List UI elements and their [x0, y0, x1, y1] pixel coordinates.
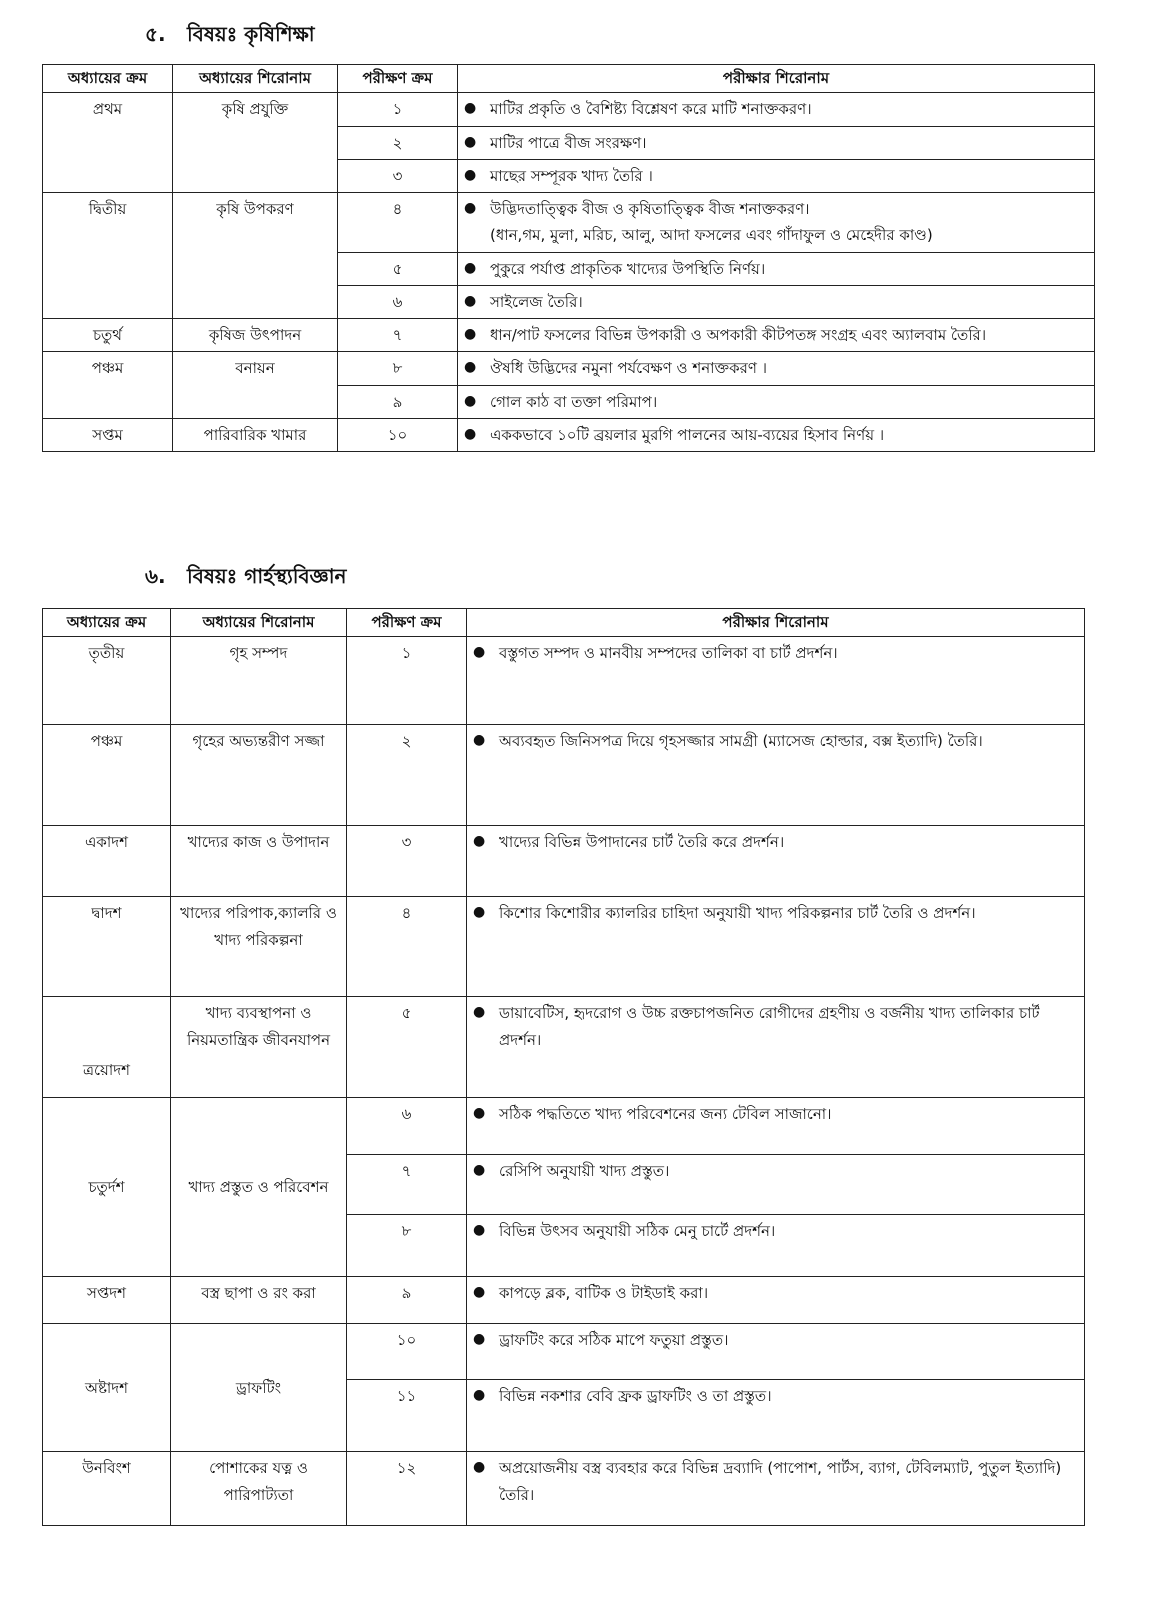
test-title: উদ্ভিদতাত্ত্বিক বীজ ও কৃষিতাত্ত্বিক বীজ শনাক্তকরণ।	[490, 200, 810, 218]
header-chapter-order: অধ্যায়ের ক্রম	[43, 609, 171, 637]
test-title-cell	[467, 1277, 1085, 1324]
chapter-order: সপ্তদশ	[43, 1277, 171, 1324]
table-row	[43, 637, 1085, 725]
test-title: পুকুরে পর্যাপ্ত প্রাকৃতিক খাদ্যের উপস্থিতি নির্ণয়।	[490, 259, 766, 278]
chapter-title: কৃষি প্রযুক্তি	[173, 93, 338, 193]
test-title-cell	[467, 1098, 1085, 1155]
chapter-order: পঞ্চম	[43, 352, 173, 419]
bullet-icon: ●	[473, 1222, 486, 1239]
test-number: ৪	[338, 193, 458, 253]
table-row	[43, 193, 1095, 253]
test-title-cell	[467, 826, 1085, 897]
chapter-title: খাদ্য ব্যবস্থাপনা ও নিয়মতান্ত্রিক জীবনযাপন	[171, 997, 347, 1098]
chapter-order: উনবিংশ	[43, 1452, 171, 1526]
chapter-order: ত্রয়োদশ	[43, 997, 171, 1098]
test-number: ৭	[347, 1155, 467, 1215]
table-header-row	[43, 65, 1095, 93]
test-title: ডায়াবেটিস, হৃদরোগ ও উচ্চ রক্তচাপজনিত রোগীদের গ্রহণীয় ও বর্জনীয় খাদ্য তালিকার চার্ট প্রদর্শন।	[499, 1004, 1040, 1049]
table-row	[43, 93, 1095, 126]
test-title: এককভাবে ১০টি ব্রয়লার মুরগি পালনের আয়-ব্যয়ের হিসাব নির্ণয় ।	[490, 425, 885, 444]
test-title: গোল কাঠ বা তক্তা পরিমাপ।	[490, 392, 658, 411]
chapter-order: দ্বাদশ	[43, 897, 171, 997]
chapter-order: অষ্টাদশ	[43, 1324, 171, 1452]
header-chapter-title: অধ্যায়ের শিরোনাম	[173, 65, 338, 93]
test-number: ৩	[338, 159, 458, 192]
table-row	[43, 1098, 1085, 1155]
bullet-icon: ●	[473, 1105, 486, 1122]
test-title: সাইলেজ তৈরি।	[490, 292, 583, 311]
test-number: ৫	[347, 997, 467, 1098]
test-title: মাটির পাত্রে বীজ সংরক্ষণ।	[490, 133, 647, 152]
header-test-title: পরীক্ষার শিরোনাম	[458, 65, 1095, 93]
test-number: ৯	[338, 385, 458, 418]
section2-number: ৬.	[145, 564, 166, 588]
test-number: ২	[347, 725, 467, 826]
test-title-cell	[458, 252, 1095, 285]
test-title-cell	[458, 385, 1095, 418]
header-test-order: পরীক্ষণ ক্রম	[338, 65, 458, 93]
table-row	[43, 352, 1095, 385]
table-row	[43, 997, 1085, 1098]
test-number: ৮	[338, 352, 458, 385]
section1-title: বিষয়ঃ কৃষিশিক্ষা	[187, 22, 315, 46]
test-title-cell	[467, 637, 1085, 725]
test-number: ১০	[347, 1324, 467, 1380]
test-title-cell	[467, 1452, 1085, 1526]
bullet-icon: ●	[473, 1331, 486, 1348]
test-number: ১	[347, 637, 467, 725]
bullet-icon: ●	[473, 1004, 486, 1021]
section2-title: বিষয়ঃ গার্হস্থ্যবিজ্ঞান	[187, 564, 347, 588]
test-title: কিশোর কিশোরীর ক্যালরির চাহিদা অনুযায়ী খাদ্য পরিকল্পনার চার্ট তৈরি ও প্রদর্শন।	[499, 904, 976, 923]
bullet-icon: ●	[473, 732, 486, 749]
test-title-cell	[467, 1215, 1085, 1277]
header-test-title: পরীক্ষার শিরোনাম	[467, 609, 1085, 637]
chapter-order: একাদশ	[43, 826, 171, 897]
bullet-icon: ●	[464, 200, 477, 216]
chapter-title: কৃষি উপকরণ	[173, 193, 338, 319]
test-title-cell	[467, 1324, 1085, 1380]
test-title: ড্রাফটিং করে সঠিক মাপে ফতুয়া প্রস্তুত।	[499, 1331, 729, 1350]
test-title-cell	[467, 1155, 1085, 1215]
header-chapter-title: অধ্যায়ের শিরোনাম	[171, 609, 347, 637]
test-title-cell	[467, 897, 1085, 997]
table-row	[43, 1452, 1085, 1526]
test-title-cell	[458, 93, 1095, 126]
chapter-title: খাদ্য প্রস্তুত ও পরিবেশন	[171, 1098, 347, 1277]
test-number: ৮	[347, 1215, 467, 1277]
chapter-order: চতুর্থ	[43, 319, 173, 352]
test-title: মাটির প্রকৃতি ও বৈশিষ্ট্য বিশ্লেষণ করে মাটি শনাক্তকরণ।	[490, 100, 812, 119]
table-row	[43, 1277, 1085, 1324]
chapter-order: পঞ্চম	[43, 725, 171, 826]
chapter-order: তৃতীয়	[43, 637, 171, 725]
bullet-icon: ●	[464, 133, 477, 150]
bullet-icon: ●	[464, 425, 477, 442]
bullet-icon: ●	[464, 292, 477, 309]
test-title: বস্তুগত সম্পদ ও মানবীয় সম্পদের তালিকা বা চার্ট প্রদর্শন।	[499, 644, 838, 663]
test-number: ৫	[338, 252, 458, 285]
test-number: ৬	[347, 1098, 467, 1155]
test-title: বিভিন্ন উৎসব অনুযায়ী সঠিক মেনু চার্টে প্রদর্শন।	[499, 1222, 776, 1241]
test-number: ১০	[338, 418, 458, 451]
header-test-order: পরীক্ষণ ক্রম	[347, 609, 467, 637]
test-number: ৪	[347, 897, 467, 997]
bullet-icon: ●	[464, 166, 477, 183]
test-title-cell	[458, 319, 1095, 352]
table-row	[43, 319, 1095, 352]
bullet-icon: ●	[464, 259, 477, 276]
test-title: ঔষধি উদ্ভিদের নমুনা পর্যবেক্ষণ ও শনাক্তকরণ ।	[490, 359, 768, 378]
test-title-cell	[458, 126, 1095, 159]
test-title: অপ্রয়োজনীয় বস্ত্র ব্যবহার করে বিভিন্ন দ্রব্যাদি (পাপোশ, পার্টস, ব্যাগ, টেবিলম্যাট, পুতুল ইত্যাদি) তৈরি।	[499, 1459, 1062, 1504]
test-title-cell	[458, 352, 1095, 385]
table-row	[43, 418, 1095, 451]
test-number: ৬	[338, 285, 458, 318]
chapter-title: খাদ্যের পরিপাক,ক্যালরি ও খাদ্য পরিকল্পনা	[171, 897, 347, 997]
test-title-cell	[458, 285, 1095, 318]
home-science-table	[42, 608, 1085, 1526]
chapter-order: চতুর্দশ	[43, 1098, 171, 1277]
test-number: ৭	[338, 319, 458, 352]
table-row	[43, 826, 1085, 897]
test-title-cell	[458, 418, 1095, 451]
bullet-icon: ●	[473, 904, 486, 921]
bullet-icon: ●	[473, 1459, 486, 1476]
chapter-title: খাদ্যের কাজ ও উপাদান	[171, 826, 347, 897]
test-number: ৯	[347, 1277, 467, 1324]
table-row	[43, 725, 1085, 826]
chapter-title: ড্রাফটিং	[171, 1324, 347, 1452]
test-title-cell	[458, 159, 1095, 192]
chapter-title: বনায়ন	[173, 352, 338, 419]
test-title: অব্যবহৃত জিনিসপত্র দিয়ে গৃহসজ্জার সামগ্রী (ম্যাসেজ হোল্ডার, বক্স ইত্যাদি) তৈরি।	[499, 732, 983, 751]
bullet-icon: ●	[473, 1284, 486, 1301]
chapter-title: বস্ত্র ছাপা ও রং করা	[171, 1277, 347, 1324]
test-title: ধান/পাট ফসলের বিভিন্ন উপকারী ও অপকারী কীটপতঙ্গ সংগ্রহ এবং অ্যালবাম তৈরি।	[490, 326, 987, 344]
test-title: সঠিক পদ্ধতিতে খাদ্য পরিবেশনের জন্য টেবিল সাজানো।	[499, 1105, 832, 1124]
bullet-icon: ●	[464, 100, 477, 117]
test-title: বিভিন্ন নকশার বেবি ফ্রক ড্রাফটিং ও তা প্রস্তুত।	[499, 1387, 772, 1406]
test-title: কাপড়ে ব্লক, বাটিক ও টাইডাই করা।	[499, 1284, 709, 1303]
section2-heading	[145, 562, 346, 595]
section1-heading	[145, 20, 315, 53]
chapter-title: গৃহ সম্পদ	[171, 637, 347, 725]
bullet-icon: ●	[473, 833, 486, 850]
bullet-icon: ●	[473, 1387, 486, 1404]
chapter-title: গৃহের অভ্যন্তরীণ সজ্জা	[171, 725, 347, 826]
test-title-cell	[467, 1380, 1085, 1452]
bullet-icon: ●	[464, 326, 477, 342]
table-header-row	[43, 609, 1085, 637]
test-title-cell	[467, 725, 1085, 826]
chapter-order: প্রথম	[43, 93, 173, 193]
chapter-title: পোশাকের যত্ন ও পারিপাট্যতা	[171, 1452, 347, 1526]
bullet-icon: ●	[473, 1162, 486, 1179]
bullet-icon: ●	[464, 392, 477, 409]
bullet-icon: ●	[464, 359, 477, 376]
table-row	[43, 1324, 1085, 1380]
test-number: ২	[338, 126, 458, 159]
test-number: ১২	[347, 1452, 467, 1526]
chapter-order: সপ্তম	[43, 418, 173, 451]
test-title-cell	[458, 193, 1095, 253]
agriculture-table	[42, 64, 1095, 452]
test-title: খাদ্যের বিভিন্ন উপাদানের চার্ট তৈরি করে প্রদর্শন।	[499, 833, 785, 852]
test-number: ৩	[347, 826, 467, 897]
chapter-order: দ্বিতীয়	[43, 193, 173, 319]
test-title-cell	[467, 997, 1085, 1098]
test-note: (ধান,গম, মুলা, মরিচ, আলু, আদা ফসলের এবং গাঁদাফুল ও মেহেদীর কাণ্ড)	[490, 226, 933, 245]
header-chapter-order: অধ্যায়ের ক্রম	[43, 65, 173, 93]
test-number: ১	[338, 93, 458, 126]
test-title: রেসিপি অনুযায়ী খাদ্য প্রস্তুত।	[499, 1162, 670, 1181]
section1-number: ৫.	[145, 22, 166, 46]
test-number: ১১	[347, 1380, 467, 1452]
bullet-icon: ●	[473, 644, 486, 661]
chapter-title: পারিবারিক খামার	[173, 418, 338, 451]
table-row	[43, 897, 1085, 997]
chapter-title: কৃষিজ উৎপাদন	[173, 319, 338, 352]
test-title: মাছের সম্পূরক খাদ্য তৈরি ।	[490, 166, 653, 185]
